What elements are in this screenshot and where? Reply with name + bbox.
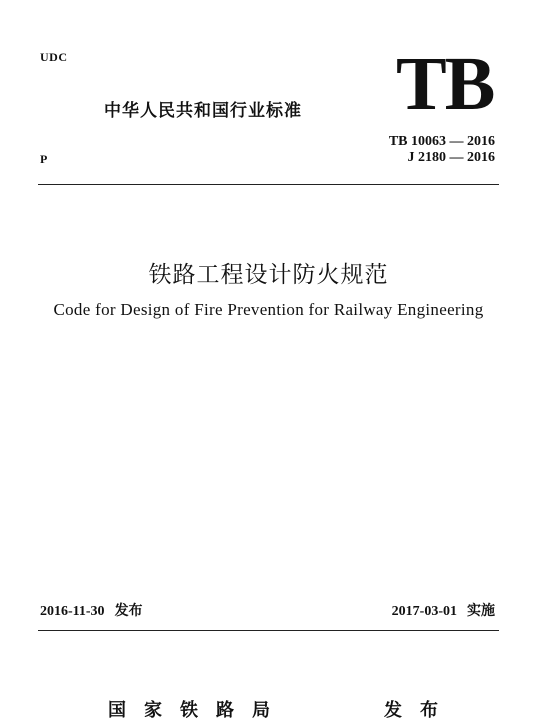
classification-label: P	[40, 152, 48, 166]
standard-code-primary: TB 10063 — 2016	[388, 134, 495, 149]
tb-logo: TB	[396, 42, 494, 126]
issue-label: 发布	[114, 603, 143, 619]
standard-type-heading: 中华人民共和国行业标准	[104, 101, 302, 121]
top-divider	[38, 184, 499, 185]
publisher-name: 国家铁路局	[108, 700, 288, 721]
issue-date-block	[40, 600, 143, 620]
publish-label: 发布	[384, 700, 456, 721]
issue-date: 2016-11-30	[40, 604, 105, 619]
effective-date-block	[392, 600, 495, 620]
document-title-english: Code for Design of Fire Prevention for Railway Engineering	[53, 300, 484, 319]
document-title-chinese: 铁路工程设计防火规范	[148, 262, 389, 288]
effective-label: 实施	[467, 603, 495, 619]
bottom-divider	[38, 630, 499, 631]
udc-label: UDC	[40, 50, 68, 64]
standard-code-secondary: J 2180 — 2016	[407, 150, 495, 165]
effective-date: 2017-03-01	[391, 604, 457, 619]
